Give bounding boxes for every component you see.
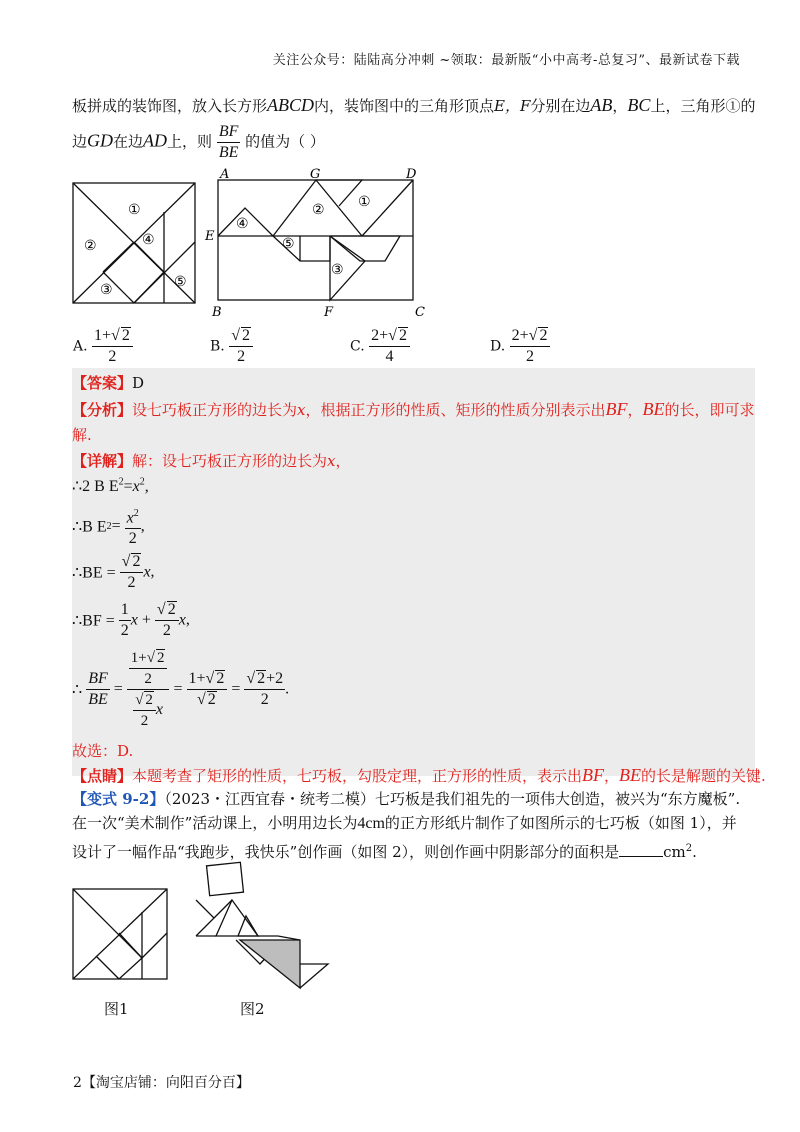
tangram-figure-2 (200, 166, 430, 320)
option-a[interactable]: A. $\frac{1+√ 2}{2}$ (73, 326, 133, 367)
fig2-label-4: ④ (236, 216, 249, 232)
fig1-label-1: ① (128, 202, 141, 218)
detail-line: 【详解】解：设七巧板正方形的边长为x， (72, 452, 351, 470)
answer-blank[interactable] (619, 842, 663, 857)
point-g: G (310, 167, 321, 182)
variant-line-1: 【变式 9-2】（2023・江西宜春・统考二模）七巧板是我们祖先的一项伟大创造，被兴为“东方魔板”. (72, 790, 741, 808)
comment-line: 【点睛】本题考查了矩形的性质，七巧板，勾股定理，正方形的性质，表示出BF，BE的长是解题的关键. (72, 765, 766, 785)
fig1-label-5: ⑤ (174, 274, 187, 290)
choice-line: 故选：D. (72, 742, 134, 760)
fig2-label-3: ③ (331, 262, 344, 278)
option-d[interactable]: D. $\frac{2+√ 2}{2}$ (490, 326, 550, 367)
question-line-1: 板拼成的装饰图，放入长方形ABCD内，装饰图中的三角形顶点E，F分别在边AB，BC上，三角形①的 (72, 95, 756, 115)
point-d: D (406, 167, 417, 182)
step-4: ∴BF = $\frac{1}{2}$ x + $\frac{√ 2}{2}$ x, (72, 601, 190, 639)
step-1: ∴2 B $E^2=x^2$, (72, 476, 149, 495)
fig2-label-5: ⑤ (282, 236, 295, 252)
page-footer: 2【淘宝店铺：向阳百分百】 (73, 1075, 250, 1091)
fig1-label-2: ② (84, 238, 97, 254)
fig1-label-4: ④ (142, 232, 155, 248)
variant-figure-1 (72, 888, 168, 980)
tangram-figure-1 (72, 182, 196, 304)
fig1-label-3: ③ (100, 282, 113, 298)
variant-line-3: 设计了一幅作品“我跑步，我快乐”创作画（如图 2），则创作画中阴影部分的面积是 $cm^2$. (72, 843, 697, 861)
answer-line: 【答案】D (72, 374, 145, 392)
step-5: ∴ $\frac{BF}{BE}$ = $\frac{1+√ 2}{2}$ $\frac{√ 2}{2}$ x = $\frac{1+√ 2}{√ 2}$ = $\frac{√ 2+2}{2}$ . (72, 650, 290, 729)
variant-figure-2 (190, 860, 330, 1000)
analysis-line-2: 解. (72, 426, 92, 444)
point-b: B (212, 305, 222, 320)
point-c: C (415, 305, 425, 320)
point-e: E (205, 229, 215, 244)
analysis-line-1: 【分析】设七巧板正方形的边长为x，根据正方形的性质、矩形的性质分别表示出BF，BE的长，即可求 (72, 399, 755, 419)
option-c[interactable]: C. $\frac{2+√ 2}{4}$ (350, 326, 410, 367)
step-2: ∴B E2= $\frac{x^2}{2}$ , (72, 504, 145, 549)
fig2-label-2: ② (312, 202, 325, 218)
fig2-label-1: ① (358, 194, 371, 210)
variant-line-2: 在一次“美术制作”活动课上，小明用边长为4cm的正方形纸片制作了如图所示的七巧板（如图 1），并 (72, 814, 737, 832)
bf-over-be-fraction: $\frac{BF}{BE}$ (218, 123, 239, 161)
caption-fig1: 图1 (104, 1000, 129, 1018)
point-a: A (220, 167, 230, 182)
question-line-2: 边GD在边AD上，则 $\frac{BF}{BE}$ 的值为（ ） (72, 123, 325, 161)
page-header: 关注公众号：陆陆高分冲刺 ~领取：最新版“小中高考-总复习”、最新试卷下载 (272, 53, 740, 68)
option-b[interactable]: B. $\frac{√ 2}{2}$ (210, 326, 253, 367)
point-f: F (324, 305, 334, 320)
step-3: ∴BE = $\frac{√ 2}{2}$ x, (72, 553, 155, 591)
caption-fig2: 图2 (240, 1000, 265, 1018)
